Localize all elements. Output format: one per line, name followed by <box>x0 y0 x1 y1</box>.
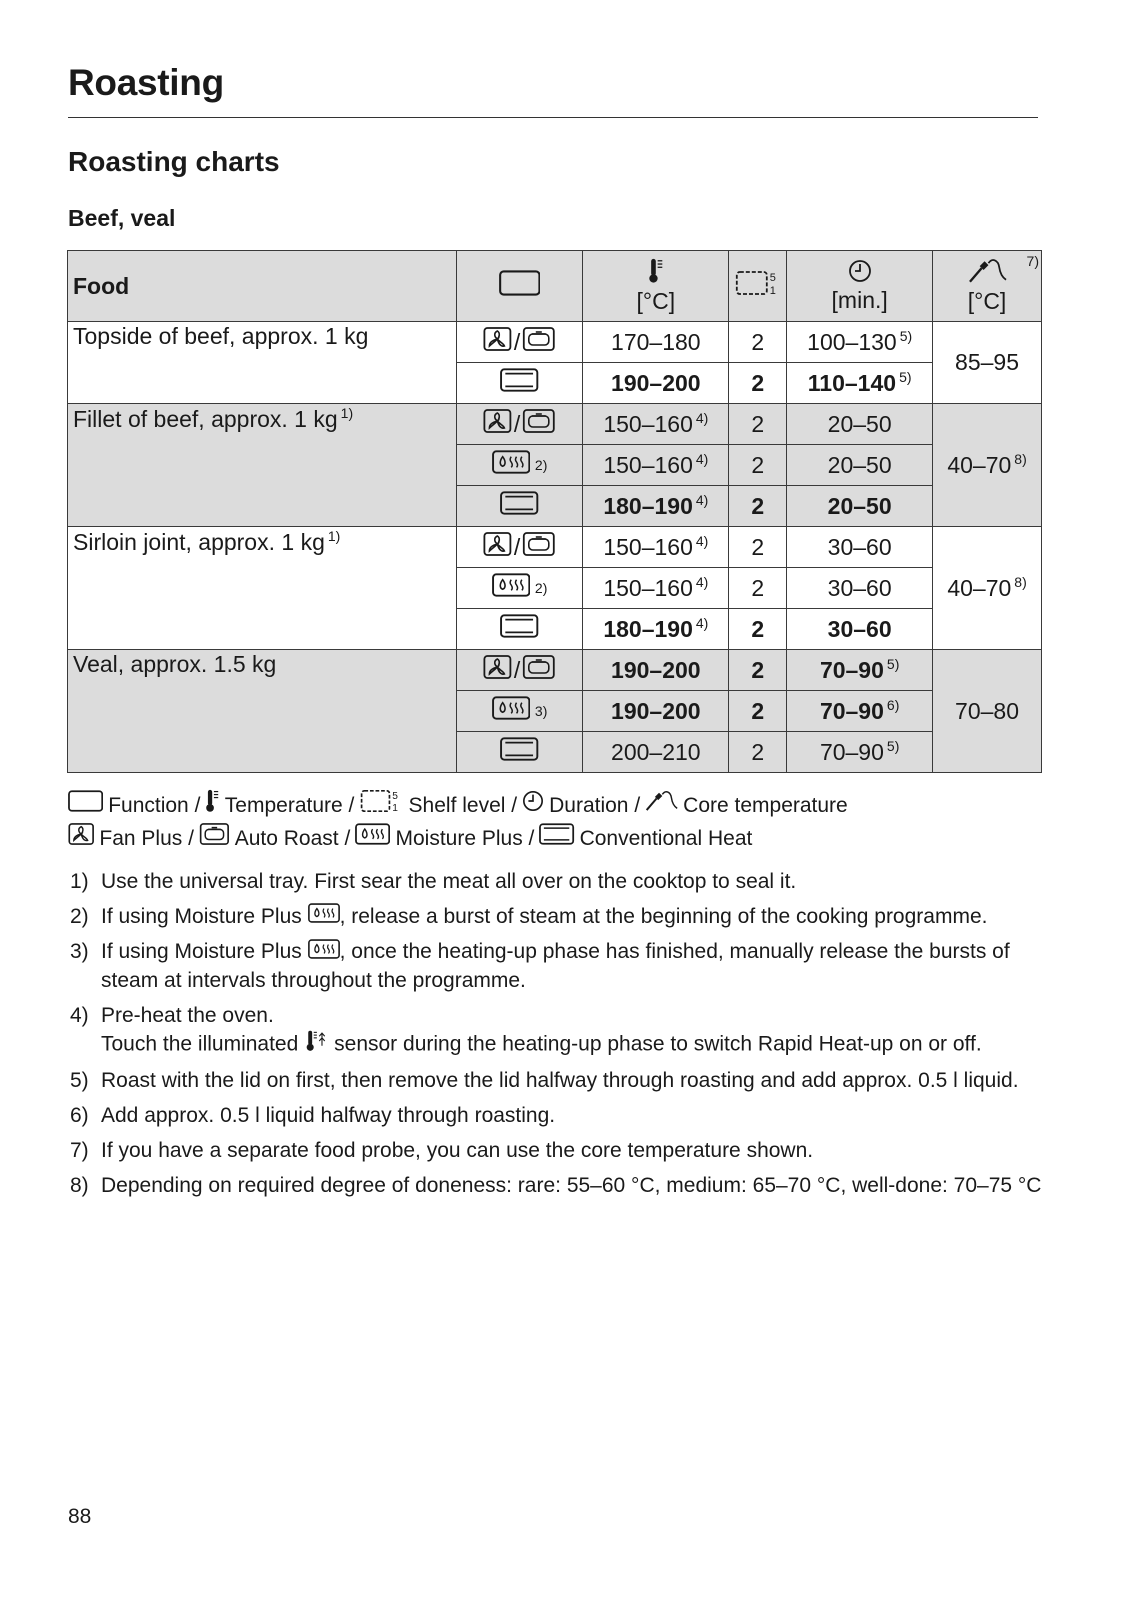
footnote-ref: 4) <box>695 615 709 631</box>
shelf-level-cell: 2 <box>729 322 787 363</box>
footnote-number: 1) <box>70 870 89 893</box>
conventional-heat-icon <box>539 823 574 854</box>
fan-plus-icon <box>483 409 512 439</box>
core-header-note: 7) <box>1026 252 1039 269</box>
temperature-cell <box>583 691 729 732</box>
header-shelf-level <box>729 251 787 322</box>
shelf-level-cell: 2 <box>729 404 787 445</box>
shelf-level-cell: 2 <box>729 691 787 732</box>
footnote-number: 8) <box>70 1173 89 1197</box>
function-icon <box>499 270 541 302</box>
legend-label: Conventional Heat <box>579 827 753 850</box>
legend-line-1 <box>68 788 853 823</box>
legend-label: Fan Plus / <box>99 827 194 850</box>
legend-line-2 <box>68 823 853 854</box>
food-name: Fillet of beef, approx. 1 kg <box>73 406 338 432</box>
shelf-level-cell: 2 <box>729 609 787 650</box>
food-cell <box>68 404 457 527</box>
function-cell <box>456 609 583 650</box>
footnote-ref: 4) <box>695 451 709 467</box>
function-cell <box>456 322 583 363</box>
temperature-value: 150–160 <box>603 575 693 601</box>
conventional-heat-icon <box>500 614 538 644</box>
page-title: Roasting <box>68 62 224 103</box>
footnotes <box>70 868 1050 1207</box>
duration-cell <box>787 445 933 486</box>
duration-value: 100–130 <box>807 329 897 355</box>
legend-label: Auto Roast / <box>234 827 351 850</box>
core-temperature-value: 40–70 <box>947 452 1012 478</box>
title-divider <box>68 117 1038 118</box>
footnote-text: , once the heating-up phase has finished, manually release the bursts of steam at intervals throughout the programme. <box>101 940 1010 992</box>
core-temperature-value: 40–70 <box>947 575 1012 601</box>
moisture-plus-icon <box>355 823 390 854</box>
food-name: Veal, approx. 1.5 kg <box>73 651 277 677</box>
duration-cell <box>787 363 933 404</box>
shelf-level-cell: 2 <box>729 363 787 404</box>
food-cell <box>68 527 457 650</box>
rapid-heat-icon <box>304 1030 328 1060</box>
slash: / <box>513 656 521 683</box>
footnote <box>70 1172 1050 1200</box>
footnote-ref: 4) <box>695 492 709 508</box>
food-name: Topside of beef, approx. 1 kg <box>73 323 369 349</box>
header-core-temperature <box>933 251 1042 322</box>
shelf-level-cell: 2 <box>729 445 787 486</box>
legend-label: Temperature / <box>224 794 355 817</box>
footnote <box>70 903 1050 931</box>
footnote-number: 3) <box>70 940 89 964</box>
duration-cell <box>787 691 933 732</box>
clock-icon <box>522 790 544 821</box>
footnote-text: sensor during the heating-up phase to switch Rapid Heat-up on or off. <box>328 1032 982 1056</box>
header-temperature <box>583 251 729 322</box>
temperature-value: 150–160 <box>603 411 693 437</box>
footnote-text: Roast with the lid on first, then remove the lid halfway through roasting and add approx. 0.5 l liquid. <box>101 1068 1019 1092</box>
table-row <box>68 404 1042 445</box>
footnote-number: 7) <box>70 1138 89 1162</box>
duration-cell <box>787 732 933 773</box>
footnote-ref: 2) <box>534 457 548 473</box>
footnote-ref: 5) <box>899 369 912 385</box>
auto-roast-icon <box>199 823 230 854</box>
footnote-text: Add approx. 0.5 l liquid halfway through roasting. <box>101 1103 556 1127</box>
duration-value: 110–140 <box>807 370 897 396</box>
fan-plus-icon <box>483 327 512 357</box>
duration-value: 20–50 <box>827 451 892 478</box>
slash: / <box>513 533 521 560</box>
moisture-plus-icon <box>308 903 340 931</box>
function-cell <box>456 568 583 609</box>
roasting-table <box>67 250 1042 773</box>
slash: / <box>513 328 521 355</box>
footnote-ref: 4) <box>695 410 709 426</box>
conventional-heat-icon <box>500 368 538 398</box>
temperature-value: 170–180 <box>611 328 701 355</box>
duration-value: 20–50 <box>827 492 892 519</box>
fan-plus-icon <box>483 532 512 562</box>
duration-cell <box>787 609 933 650</box>
svg-text:5: 5 <box>769 272 776 284</box>
auto-roast-icon <box>522 409 556 439</box>
page-number: 88 <box>68 1505 92 1528</box>
core-unit: [°C] <box>967 288 1007 314</box>
function-cell <box>456 691 583 732</box>
temperature-cell <box>583 404 729 445</box>
header-food: Food <box>68 251 457 322</box>
footnote-ref: 1) <box>327 528 341 544</box>
food-cell <box>68 322 457 404</box>
duration-cell <box>787 322 933 363</box>
duration-value: 30–60 <box>827 533 892 560</box>
core-temperature-cell <box>933 527 1042 650</box>
svg-text:5: 5 <box>392 791 399 803</box>
temperature-value: 190–200 <box>611 656 701 683</box>
shelf-level-cell: 2 <box>729 486 787 527</box>
temperature-cell <box>583 609 729 650</box>
moisture-plus-icon <box>308 939 340 967</box>
temperature-value: 200–210 <box>611 738 701 765</box>
legend-label: Duration / <box>549 794 641 817</box>
food-cell <box>68 650 457 773</box>
thermometer-icon <box>205 789 219 822</box>
footnote-ref: 5) <box>886 738 900 754</box>
footnote-text: If using Moisture Plus <box>101 905 308 928</box>
footnote-ref: 2) <box>534 580 548 596</box>
temperature-cell <box>583 363 729 404</box>
temperature-unit: [°C] <box>636 288 676 314</box>
function-cell <box>456 527 583 568</box>
food-name: Sirloin joint, approx. 1 kg <box>73 529 325 555</box>
table-row <box>68 650 1042 691</box>
temperature-value: 190–200 <box>611 697 701 724</box>
shelf-level-icon <box>359 788 403 823</box>
footnote <box>70 1002 1050 1060</box>
core-temperature-cell <box>933 322 1042 404</box>
legend-label: Function / <box>108 794 201 817</box>
table-header-row <box>68 251 1042 322</box>
table-row <box>68 322 1042 363</box>
function-cell <box>456 445 583 486</box>
clock-icon <box>848 259 872 288</box>
core-temperature-cell <box>933 404 1042 527</box>
temperature-cell <box>583 527 729 568</box>
function-cell <box>456 404 583 445</box>
footnote-number: 6) <box>70 1103 89 1127</box>
core-temperature-cell <box>933 650 1042 773</box>
duration-cell <box>787 650 933 691</box>
duration-value: 70–90 <box>819 698 884 724</box>
temperature-cell <box>583 568 729 609</box>
food-probe-icon <box>968 258 1007 289</box>
svg-text:1: 1 <box>392 803 399 814</box>
footnote-ref: 8) <box>1014 574 1027 590</box>
footnote-ref: 1) <box>340 405 354 421</box>
function-cell <box>456 486 583 527</box>
footnote-text: Touch the illuminated <box>101 1032 305 1056</box>
duration-cell <box>787 527 933 568</box>
thermometer-icon <box>648 258 664 289</box>
function-cell <box>456 732 583 773</box>
footnote <box>70 938 1050 994</box>
shelf-level-icon <box>734 269 782 303</box>
moisture-plus-icon <box>492 573 530 603</box>
duration-value: 30–60 <box>827 615 892 642</box>
footnote-ref: 4) <box>695 533 709 549</box>
temperature-value: 150–160 <box>603 534 693 560</box>
temperature-cell <box>583 732 729 773</box>
footnote-number: 4) <box>70 1003 89 1027</box>
food-probe-icon <box>645 790 678 821</box>
conventional-heat-icon <box>500 737 538 767</box>
footnote-ref: 4) <box>695 574 709 590</box>
footnote-text: Depending on required degree of doneness: rare: 55–60 °C, medium: 65–70 °C, well-done: 70–75 °C <box>101 1173 1042 1197</box>
footnote-ref: 5) <box>886 656 900 672</box>
fan-plus-icon <box>68 823 94 854</box>
footnote-text: Pre-heat the oven. <box>101 1003 274 1027</box>
duration-value: 70–90 <box>819 657 884 683</box>
temperature-cell <box>583 650 729 691</box>
footnote-text: If you have a separate food probe, you can use the core temperature shown. <box>101 1138 814 1162</box>
footnote <box>70 868 1050 896</box>
temperature-value: 180–190 <box>603 493 693 519</box>
moisture-plus-icon <box>492 450 530 480</box>
temperature-value: 190–200 <box>611 369 701 396</box>
core-temperature-value: 70–80 <box>955 697 1020 724</box>
footnote-text: Use the universal tray. First sear the meat all over on the cooktop to seal it. <box>101 870 797 893</box>
legend <box>68 788 853 854</box>
shelf-level-cell: 2 <box>729 568 787 609</box>
footnote-ref: 5) <box>899 328 913 344</box>
temperature-value: 150–160 <box>603 452 693 478</box>
function-cell <box>456 650 583 691</box>
header-function <box>456 251 583 322</box>
header-duration <box>787 251 933 322</box>
temperature-cell <box>583 486 729 527</box>
svg-text:1: 1 <box>769 285 776 297</box>
slash: / <box>513 410 521 437</box>
auto-roast-icon <box>522 532 556 562</box>
legend-label: Shelf level / <box>408 794 518 817</box>
function-cell <box>456 363 583 404</box>
legend-label: Core temperature <box>683 794 848 817</box>
footnote-text: , release a burst of steam at the beginning of the cooking programme. <box>339 905 988 928</box>
shelf-level-cell: 2 <box>729 527 787 568</box>
footnote <box>70 1067 1050 1095</box>
footnote-text: If using Moisture Plus <box>101 940 308 964</box>
footnote-ref: 8) <box>1014 451 1027 467</box>
footnote <box>70 1137 1050 1165</box>
shelf-level-cell: 2 <box>729 650 787 691</box>
conventional-heat-icon <box>500 491 538 521</box>
function-icon <box>68 790 103 821</box>
duration-cell <box>787 486 933 527</box>
auto-roast-icon <box>522 655 556 685</box>
duration-cell <box>787 404 933 445</box>
footnote-number: 5) <box>70 1068 89 1092</box>
duration-value: 30–60 <box>827 574 892 601</box>
footnote-ref: 6) <box>886 697 900 713</box>
duration-cell <box>787 568 933 609</box>
legend-label: Moisture Plus / <box>395 827 535 850</box>
table-row <box>68 527 1042 568</box>
shelf-level-cell: 2 <box>729 732 787 773</box>
footnote-number: 2) <box>70 905 89 928</box>
core-temperature-value: 85–95 <box>955 349 1020 375</box>
duration-value: 70–90 <box>819 739 884 765</box>
auto-roast-icon <box>522 327 556 357</box>
section-subtitle: Beef, veal <box>68 205 176 231</box>
temperature-cell <box>583 322 729 363</box>
temperature-value: 180–190 <box>603 616 693 642</box>
duration-value: 20–50 <box>827 410 892 437</box>
temperature-cell <box>583 445 729 486</box>
duration-unit: [min.] <box>831 287 888 313</box>
footnote <box>70 1102 1050 1130</box>
footnote-ref: 3) <box>534 703 548 719</box>
fan-plus-icon <box>483 655 512 685</box>
moisture-plus-icon <box>492 696 530 726</box>
section-title: Roasting charts <box>68 146 280 177</box>
